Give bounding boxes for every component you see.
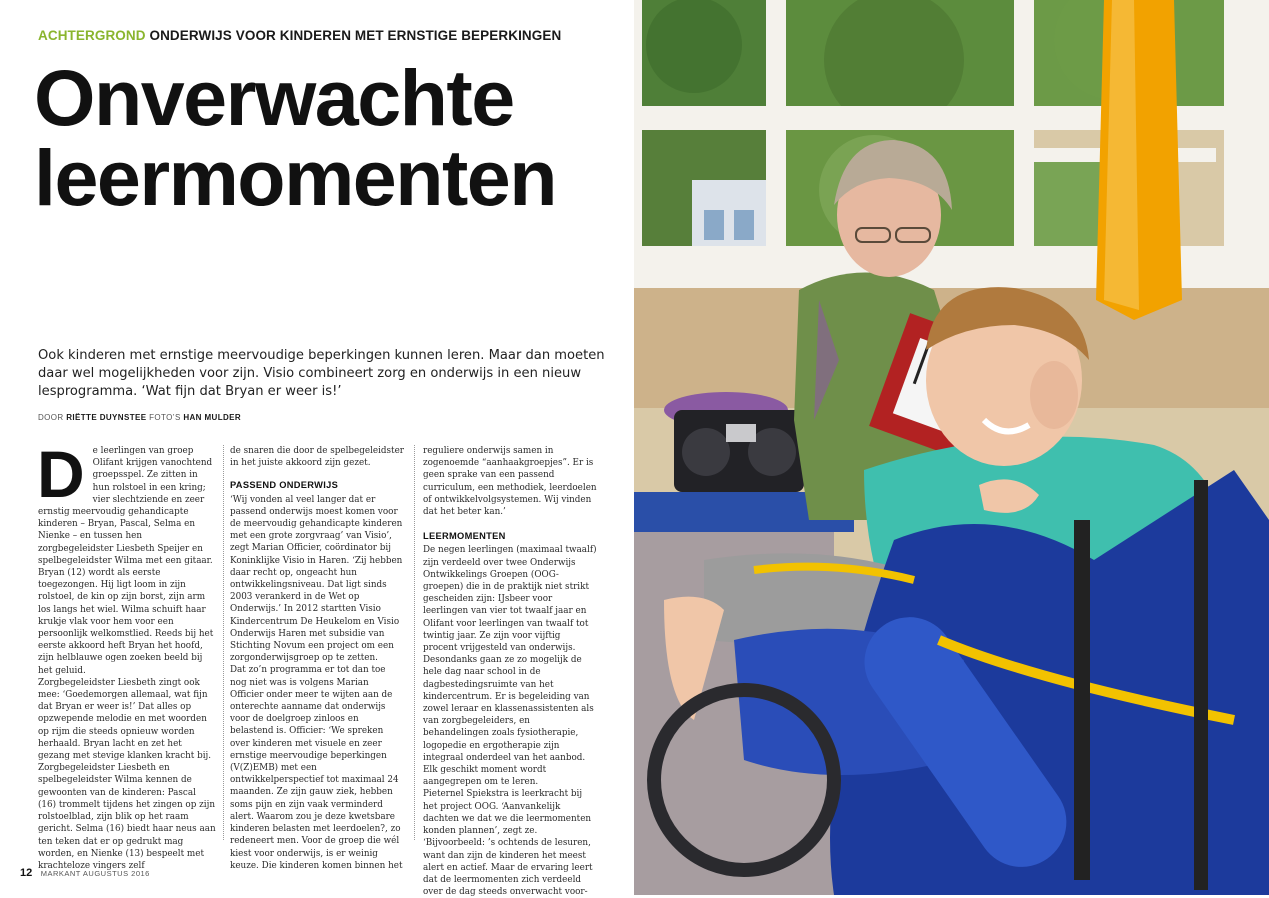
drop-cap: D — [37, 437, 85, 511]
byline-photo-label: FOTO’S — [149, 413, 181, 422]
subheading-passend-onderwijs: PASSEND ONDERWIJS — [230, 480, 339, 491]
intro-lead: Ook kinderen met ernstige meervoudige beperkingen kunnen leren. Maar dan moeten daar wel mogelijkheden voor zijn. Visio combineert zorg en onderwijs in een nieuw lesprogramma. ‘Wat fijn dat Bryan er weer is!’ — [38, 348, 605, 399]
title-line-1: Onverwachte — [34, 53, 514, 142]
kicker-topic: ONDERWIJS VOOR KINDEREN MET ERNSTIGE BEPERKINGEN — [149, 28, 562, 43]
byline — [38, 413, 241, 422]
paragraph-2: Zorgbegeleidster Liesbeth zingt ook mee: ‘Goedemorgen allemaal, wat fijn dat Bryan er weer is!’ Dat alles op opzwepende melodie en met woorden op rijm die steeds opnieuw worden herhaald. Bryan lacht en zet het gezang met stevige klanken kracht bij. Zorgbegeleidster Liesbeth en spelbegeleidster Wilma kennen de gewoonten van de kinderen: Pascal (16) trommelt tijdens het zingen op zijn rolstoelblad, zijn blik op het raam gericht. Selma (16) biedt haar neus aan ten teken dat er op gedrukt mag worden, en Nienke (13) bespeelt met krachteloze vingers zelf — [38, 677, 216, 871]
article-photo — [634, 0, 1269, 895]
magazine-issue: MARKANT AUGUSTUS 2016 — [40, 869, 150, 878]
photo-illustration — [634, 0, 1269, 895]
left-page — [0, 0, 634, 898]
paragraph-1-text: e leerlingen van groep Olifant krijgen vanochtend groepsspel. Ze zitten in hun rolstoel in een kring; vier slechtziende en zeer ernstig meervoudig gehandicapte kinderen – Bryan, Pascal, Selma en Nienke – en tussen hen zorgbegeleidster Liesbeth Speijer en spelbegeleidster Wilma met een gitaar. Bryan (12) wordt als eerste toegezongen. Hij ligt loom in zijn rolstoel, de kin op zijn borst, zijn arm los langs het wiel. Wilma schuift haar krukje vlak voor hem voor een persoonlijk welkomstlied. Reeds bij het eerste akkoord heft Bryan het hoofd, zijn helblauwe ogen zoeken beeld bij het geluid. — [38, 446, 214, 676]
text-column-1 — [37, 437, 216, 871]
byline-door-label: DOOR — [38, 413, 64, 422]
paragraph-7: De negen leerlingen (maximaal twaalf) zijn verdeeld over twee Onderwijs Ontwikkelings Groepen (OOG-groepen) die in de praktijk niet strikt gescheiden zijn: IJsbeer voor leerlingen van vier tot twaalf jaar en Olifant voor leerlingen van twaalf tot twintig jaar. Ze zijn voor vijftig procent vrijgesteld van onderwijs. Desondanks gaan ze zo mogelijk de hele dag naar school in de dagbestedingsruimte van het kindercentrum. Er is begeleiding van zowel leraar en klassenassistenten als van zorgbegeleiders, en behandelingen zoals fysiotherapie, logopedie en ergotherapie zijn integraal onderdeel van het aanbod. Elk geschikt moment wordt aangegrepen om te leren. — [423, 545, 597, 788]
column-divider-2 — [414, 445, 415, 840]
byline-author: RIËTTE DUYNSTEE — [66, 413, 147, 422]
column-divider-1 — [223, 445, 224, 840]
section-kicker — [38, 28, 561, 43]
subheading-leermomenten: LEERMOMENTEN — [423, 531, 506, 542]
text-column-3 — [423, 445, 597, 898]
title-line-2: leermomenten — [34, 133, 557, 222]
paragraph-3: de snaren die door de spelbegeleidster in het juiste akkoord zijn gezet. — [230, 446, 405, 469]
page-number: 12 — [20, 867, 33, 879]
article-title — [34, 53, 557, 222]
paragraph-5: Dat zo’n programma er tot dan toe nog niet was is volgens Marian Officier onder meer te wijten aan de onterechte aanname dat onderwijs voor de doelgroep zinloos en belastend is. Officier: ‘We spreken over kinderen met visuele en zeer ernstige meervoudige beperkingen (V(Z)EMB) met een ontwikkelperspectief tot maximaal 24 maanden. Ze zijn gauw ziek, hebben soms pijn en zijn vaak verminderd alert. Waarom zou je deze kwetsbare kinderen belasten met leerdoelen?, zo redeneert men. Voor de groep die wél kiest voor onderwijs, is er weinig keuze. Die kinderen komen binnen het — [230, 665, 403, 871]
text-column-2 — [230, 445, 405, 871]
paragraph-1 — [37, 437, 216, 677]
byline-photographer: HAN MULDER — [183, 413, 242, 422]
paragraph-4: ‘Wij vonden al veel langer dat er passend onderwijs moest komen voor de meervoudig gehandicapte kinderen met een grote zorgvraag’ van Visio’, zegt Marian Officier, coördinator bij Koninklijke Visio in Haren. ‘Zij hebben daar recht op, ongeacht hun ontwikkelingsniveau. Dat ligt sinds 2003 verankerd in de Wet op Onderwijs.’ In 2012 startten Visio Kindercentrum De Heukelom en Visio Onderwijs Haren met subsidie van Stichting Novum een project om een zorgonderwijsgroep op te zetten. — [230, 494, 403, 664]
paragraph-6: reguliere onderwijs samen in zogenoemde “aanhaakgroepjes”. Er is geen sprake van een passend curriculum, een methodiek, leerdoelen of ontwikkelvolgsystemen. Wij vinden dat het beter kan.’ — [423, 446, 597, 518]
paragraph-8: Pieternel Spiekstra is leerkracht bij het project OOG. ‘Aanvankelijk dachten we dat we die leermomenten konden plannen’, zegt ze. ‘Bijvoorbeeld: ’s ochtends de lesuren, want dan zijn de kinderen het meest alert en actief. Maar de ervaring leert dat de leermomenten zich verdeeld over de dag steeds onverwacht voor- — [423, 789, 593, 898]
kicker-section: ACHTERGROND — [38, 28, 146, 43]
page-footer — [20, 863, 150, 881]
